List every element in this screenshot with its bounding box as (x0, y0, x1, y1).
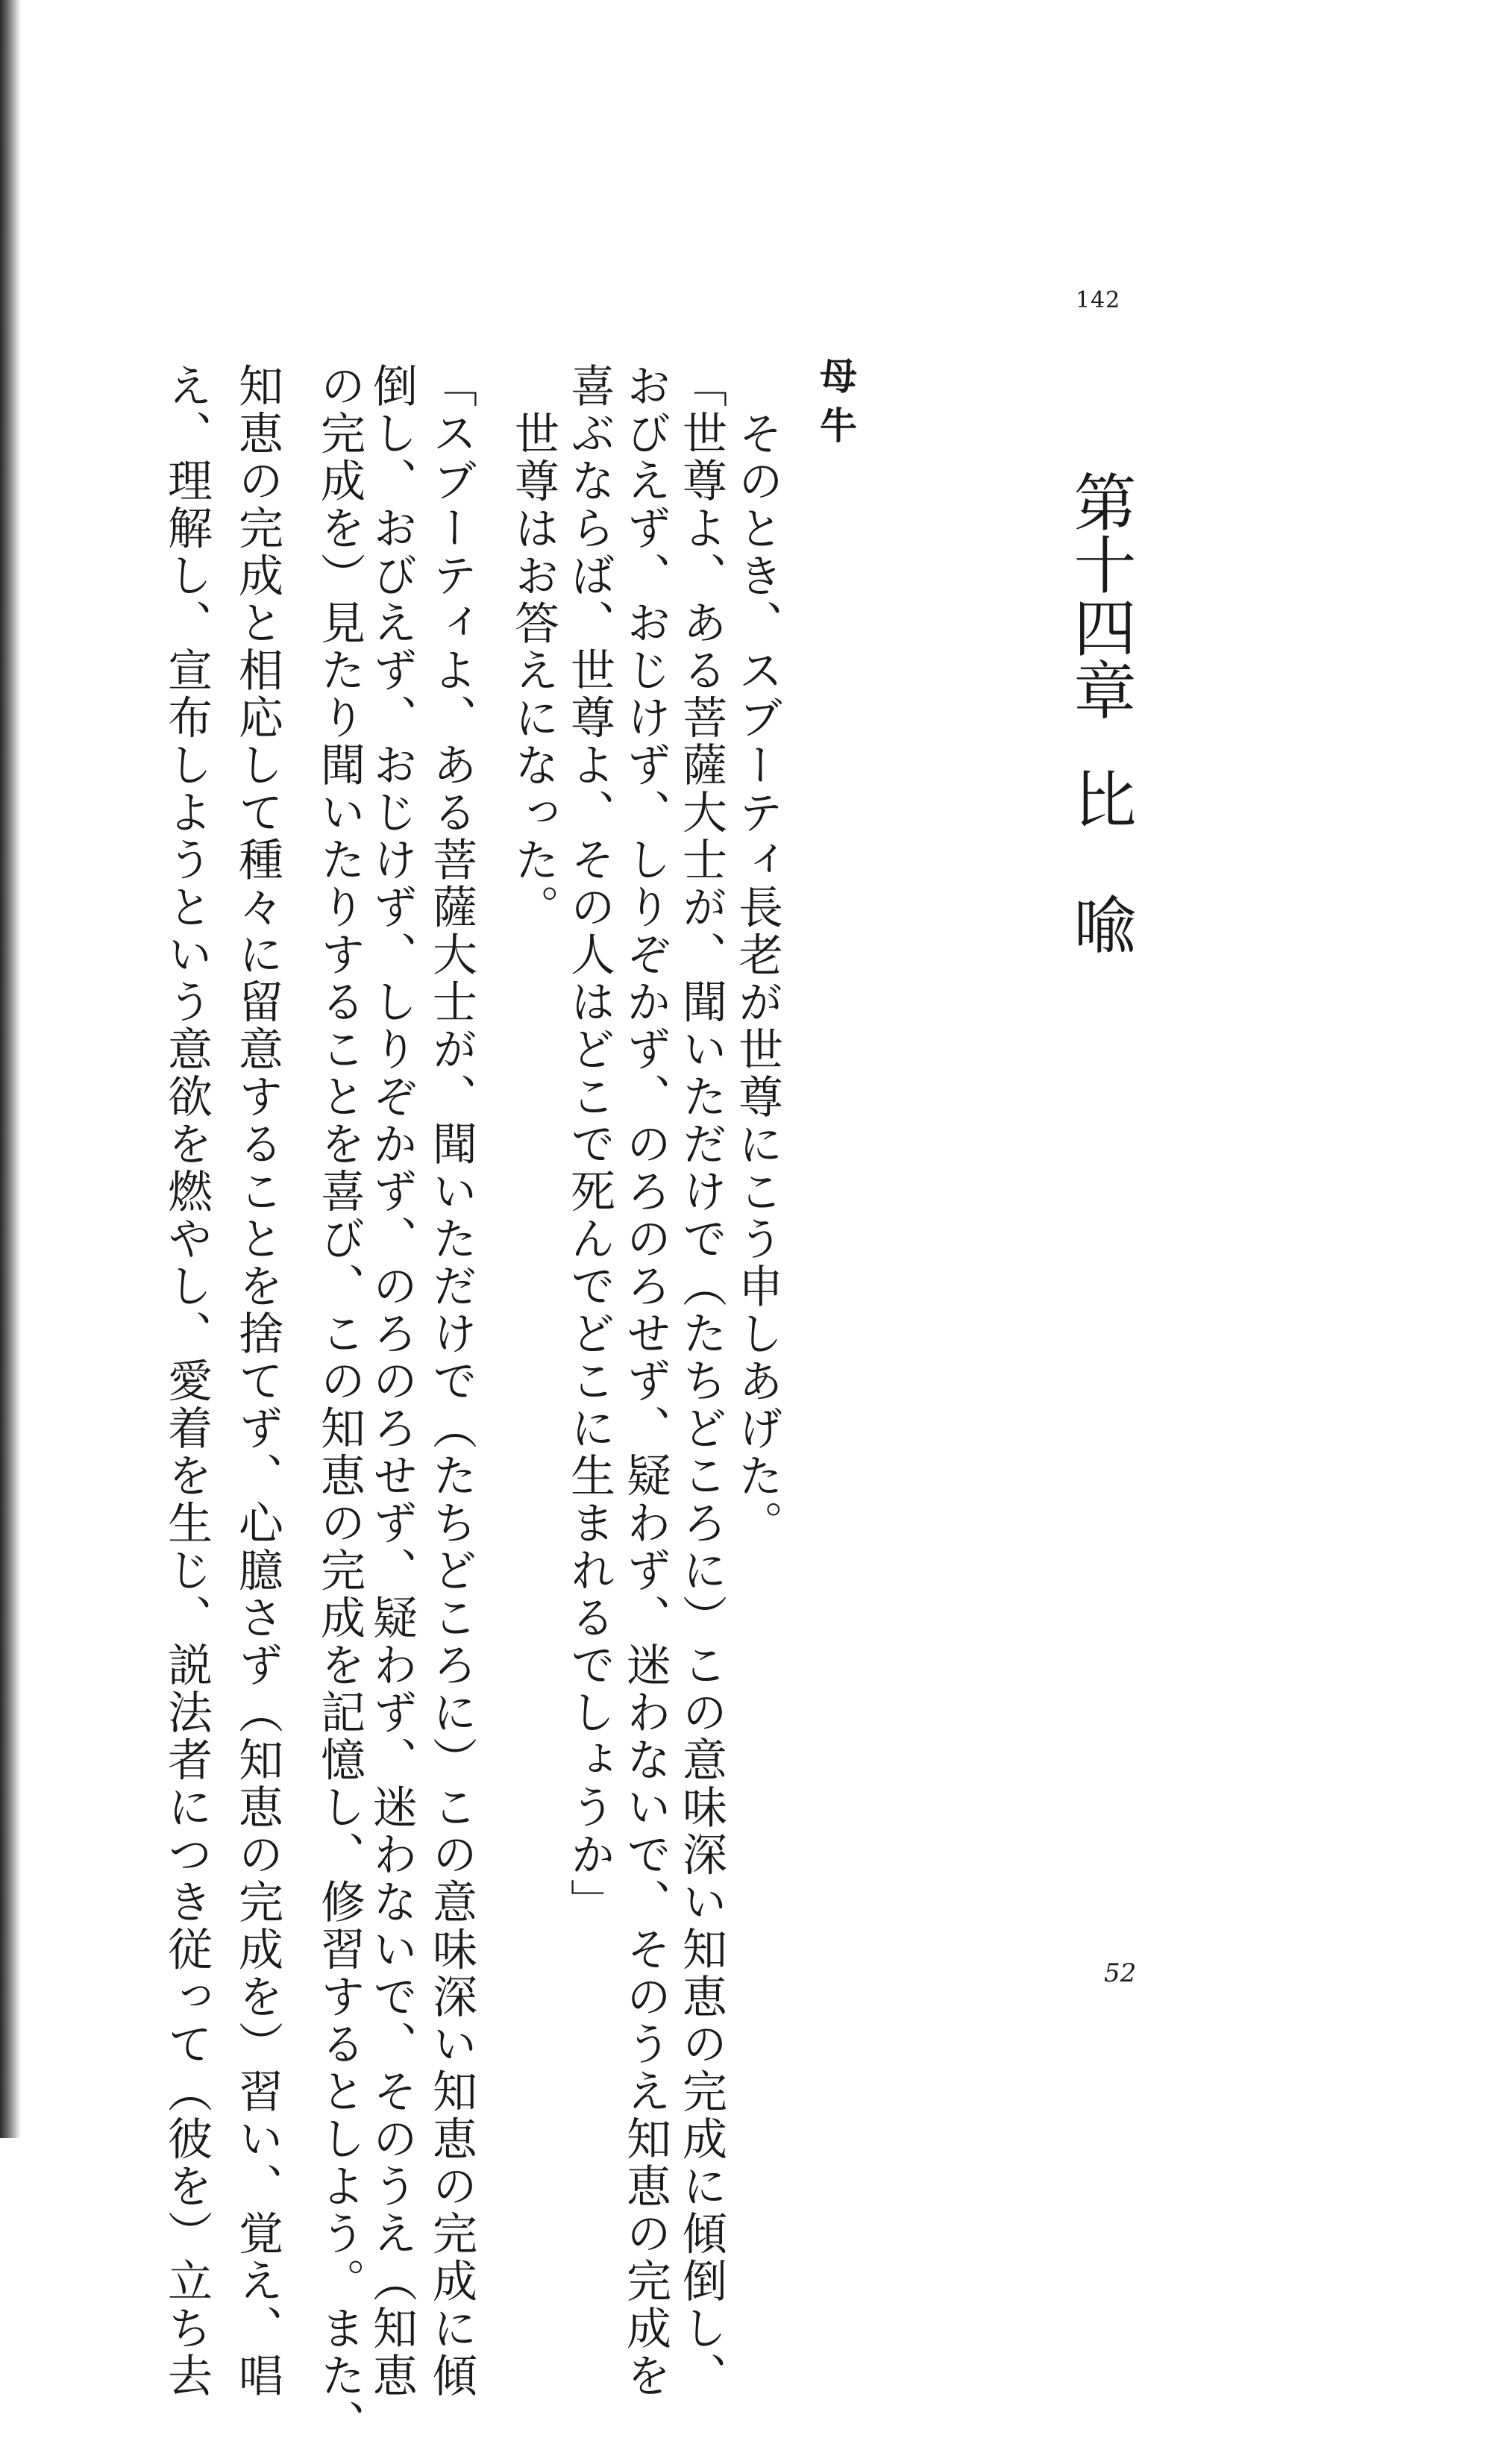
chapter-heading (1063, 470, 1138, 955)
page-number: 142 (1076, 287, 1121, 313)
body-line-6: 「スブーティよ、ある菩薩大士が、聞いただけで（たちどころに）この意味深い知恵の完成に傾 (425, 363, 477, 2400)
body-line-7: 倒し、おびえず、おじけず、しりぞかず、のろのろせず、疑わず、迷わないで、そのうえ（知恵 (366, 363, 418, 2400)
chapter-title: 比 喩 (1064, 767, 1137, 955)
body-line-9: 知恵の完成と相応して種々に留意することを捨てず、心臆さず（知恵の完成を）習い、覚え、唱 (231, 363, 283, 2400)
body-line-5: 世尊はお答えになった。 (507, 410, 559, 932)
body-line-1: そのとき、スブーティ長老が世尊にこう申しあげた。 (731, 410, 783, 1547)
body-line-3: おびえず、おじけず、しりぞかず、のろのろせず、疑わず、迷わないで、そのうえ知恵の完成を (619, 363, 671, 2400)
section-title: 母牛 (814, 357, 858, 455)
body-line-10: え、理解し、宣布しようという意欲を燃やし、愛着を生じ、説法者につき従って（彼を）立ち去 (160, 363, 213, 2400)
body-line-8: の完成を）見たり聞いたりすることを喜び、この知恵の完成を記憶し、修習するとしよう。また、 (313, 363, 366, 2447)
scan-edge-shadow (0, 0, 21, 2138)
body-line-4: 喜ぶならば、世尊よ、その人はどこで死んでどこに生まれるでしょうか」 (563, 363, 615, 1926)
chapter-number: 第十四章 (1064, 470, 1137, 721)
folio-number: 52 (1104, 1958, 1137, 1988)
body-line-2: 「世尊よ、ある菩薩大士が、聞いただけで（たちどころに）この意味深い知恵の完成に傾倒し、 (675, 363, 727, 2400)
